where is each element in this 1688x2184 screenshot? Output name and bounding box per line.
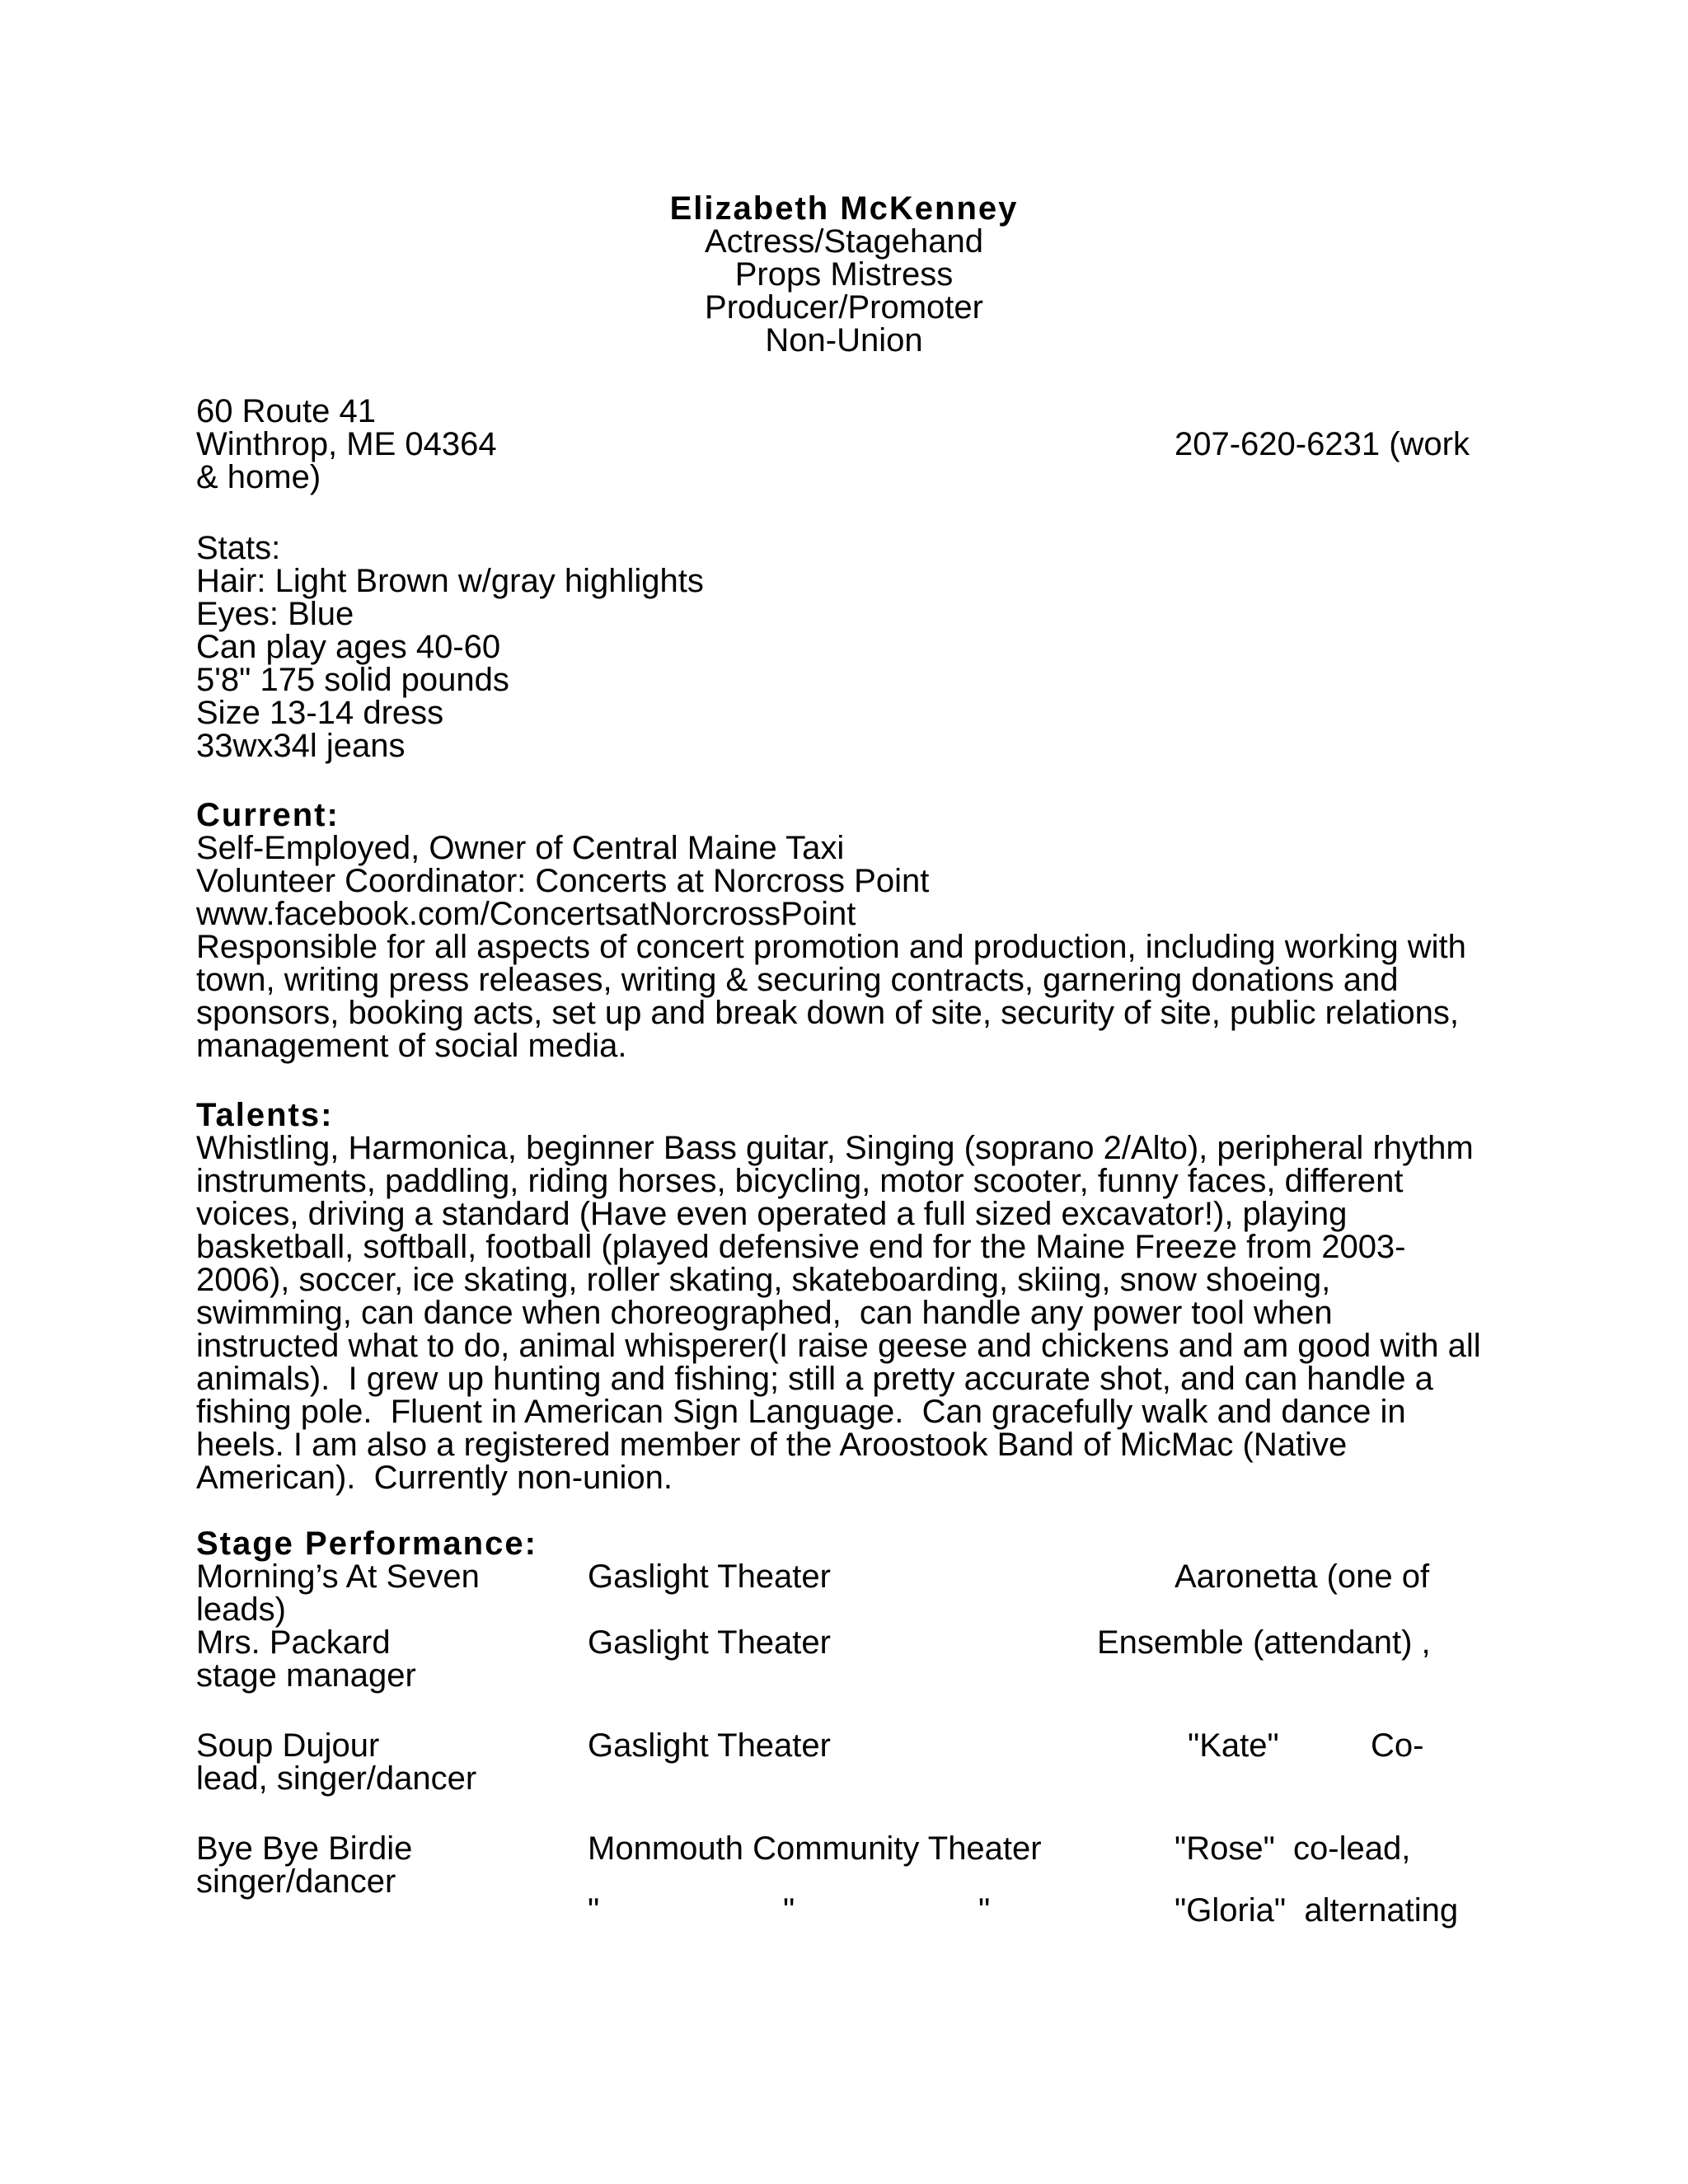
role-wrap: leads): [196, 1591, 286, 1628]
stat-line: 5'8" 175 solid pounds: [196, 662, 509, 698]
talent-line: heels. I am also a registered member of the Aroostook Band of MicMac (Native: [196, 1427, 1348, 1463]
phone-note: & home): [196, 459, 321, 495]
role-wrap: stage manager: [196, 1657, 416, 1694]
theater-name: Gaslight Theater: [588, 1558, 831, 1595]
role-name: "Rose" co-lead,: [1175, 1830, 1411, 1867]
talent-line: voices, driving a standard (Have even operated a full sized excavator!), playing: [196, 1196, 1348, 1232]
stat-line: 33wx34l jeans: [196, 728, 406, 764]
show-title: Soup Dujour: [196, 1727, 380, 1764]
talent-line: instruments, paddling, riding horses, bicycling, motor scooter, funny faces, different: [196, 1163, 1404, 1199]
talents-heading: Talents:: [196, 1097, 334, 1133]
current-line: Responsible for all aspects of concert promotion and production, including working with: [196, 929, 1466, 965]
stats-heading: Stats:: [196, 530, 281, 566]
current-line: town, writing press releases, writing & securing contracts, garnering donations and: [196, 962, 1399, 998]
role-name: "Kate": [1188, 1727, 1279, 1764]
show-title: Bye Bye Birdie: [196, 1830, 413, 1867]
candidate-name: Elizabeth McKenney: [669, 190, 1019, 227]
talent-line: animals). I grew up hunting and fishing; still a pretty accurate shot, and can handle a: [196, 1361, 1433, 1397]
role-wrap: lead, singer/dancer: [196, 1760, 477, 1797]
talent-line: swimming, can dance when choreographed, can handle any power tool when: [196, 1295, 1333, 1331]
role-line: Non-Union: [765, 322, 923, 359]
talent-line: Whistling, Harmonica, beginner Bass guitar, Singing (soprano 2/Alto), peripheral rhythm: [196, 1130, 1474, 1166]
facebook-link[interactable]: www.facebook.com/ConcertsatNorcrossPoint: [196, 896, 856, 932]
phone-number: 207-620-6231 (work: [1175, 426, 1470, 462]
talent-line: fishing pole. Fluent in American Sign Language. Can gracefully walk and dance in: [196, 1394, 1406, 1430]
ditto-mark: ": [783, 1892, 795, 1929]
talent-line: American). Currently non-union.: [196, 1460, 673, 1496]
talent-line: basketball, softball, football (played defensive end for the Maine Freeze from 2003-: [196, 1229, 1406, 1265]
stat-line: Size 13-14 dress: [196, 695, 444, 731]
stat-line: Eyes: Blue: [196, 596, 354, 632]
current-line: Volunteer Coordinator: Concerts at Norcross Point: [196, 863, 930, 899]
role-line: Actress/Stagehand: [705, 223, 983, 260]
role-name: "Gloria" alternating: [1175, 1892, 1459, 1929]
address-city: Winthrop, ME 04364: [196, 426, 497, 462]
role-name: Aaronetta (one of: [1175, 1558, 1430, 1595]
stage-heading: Stage Performance:: [196, 1526, 537, 1562]
address-street: 60 Route 41: [196, 393, 376, 429]
ditto-mark: ": [978, 1892, 991, 1929]
show-title: Morning’s At Seven: [196, 1558, 480, 1595]
theater-name: Gaslight Theater: [588, 1727, 831, 1764]
role-name: Ensemble (attendant) ,: [1097, 1624, 1431, 1661]
current-line: sponsors, booking acts, set up and break down of site, security of site, public relations,: [196, 995, 1459, 1031]
talent-line: 2006), soccer, ice skating, roller skating, skateboarding, skiing, snow shoeing,: [196, 1262, 1331, 1298]
role-line: Producer/Promoter: [705, 289, 983, 326]
current-line: management of social media.: [196, 1028, 627, 1064]
role-wrap: singer/dancer: [196, 1863, 396, 1900]
talent-line: instructed what to do, animal whisperer(I raise geese and chickens and am good with all: [196, 1328, 1481, 1364]
ditto-mark: ": [588, 1892, 600, 1929]
show-title: Mrs. Packard: [196, 1624, 391, 1661]
theater-name: Monmouth Community Theater: [588, 1830, 1042, 1867]
theater-name: Gaslight Theater: [588, 1624, 831, 1661]
stat-line: Hair: Light Brown w/gray highlights: [196, 563, 704, 599]
stat-line: Can play ages 40-60: [196, 629, 501, 665]
current-heading: Current:: [196, 797, 340, 833]
role-line: Props Mistress: [734, 256, 954, 293]
role-extra: Co-: [1371, 1727, 1424, 1764]
current-line: Self-Employed, Owner of Central Maine Taxi: [196, 830, 845, 866]
